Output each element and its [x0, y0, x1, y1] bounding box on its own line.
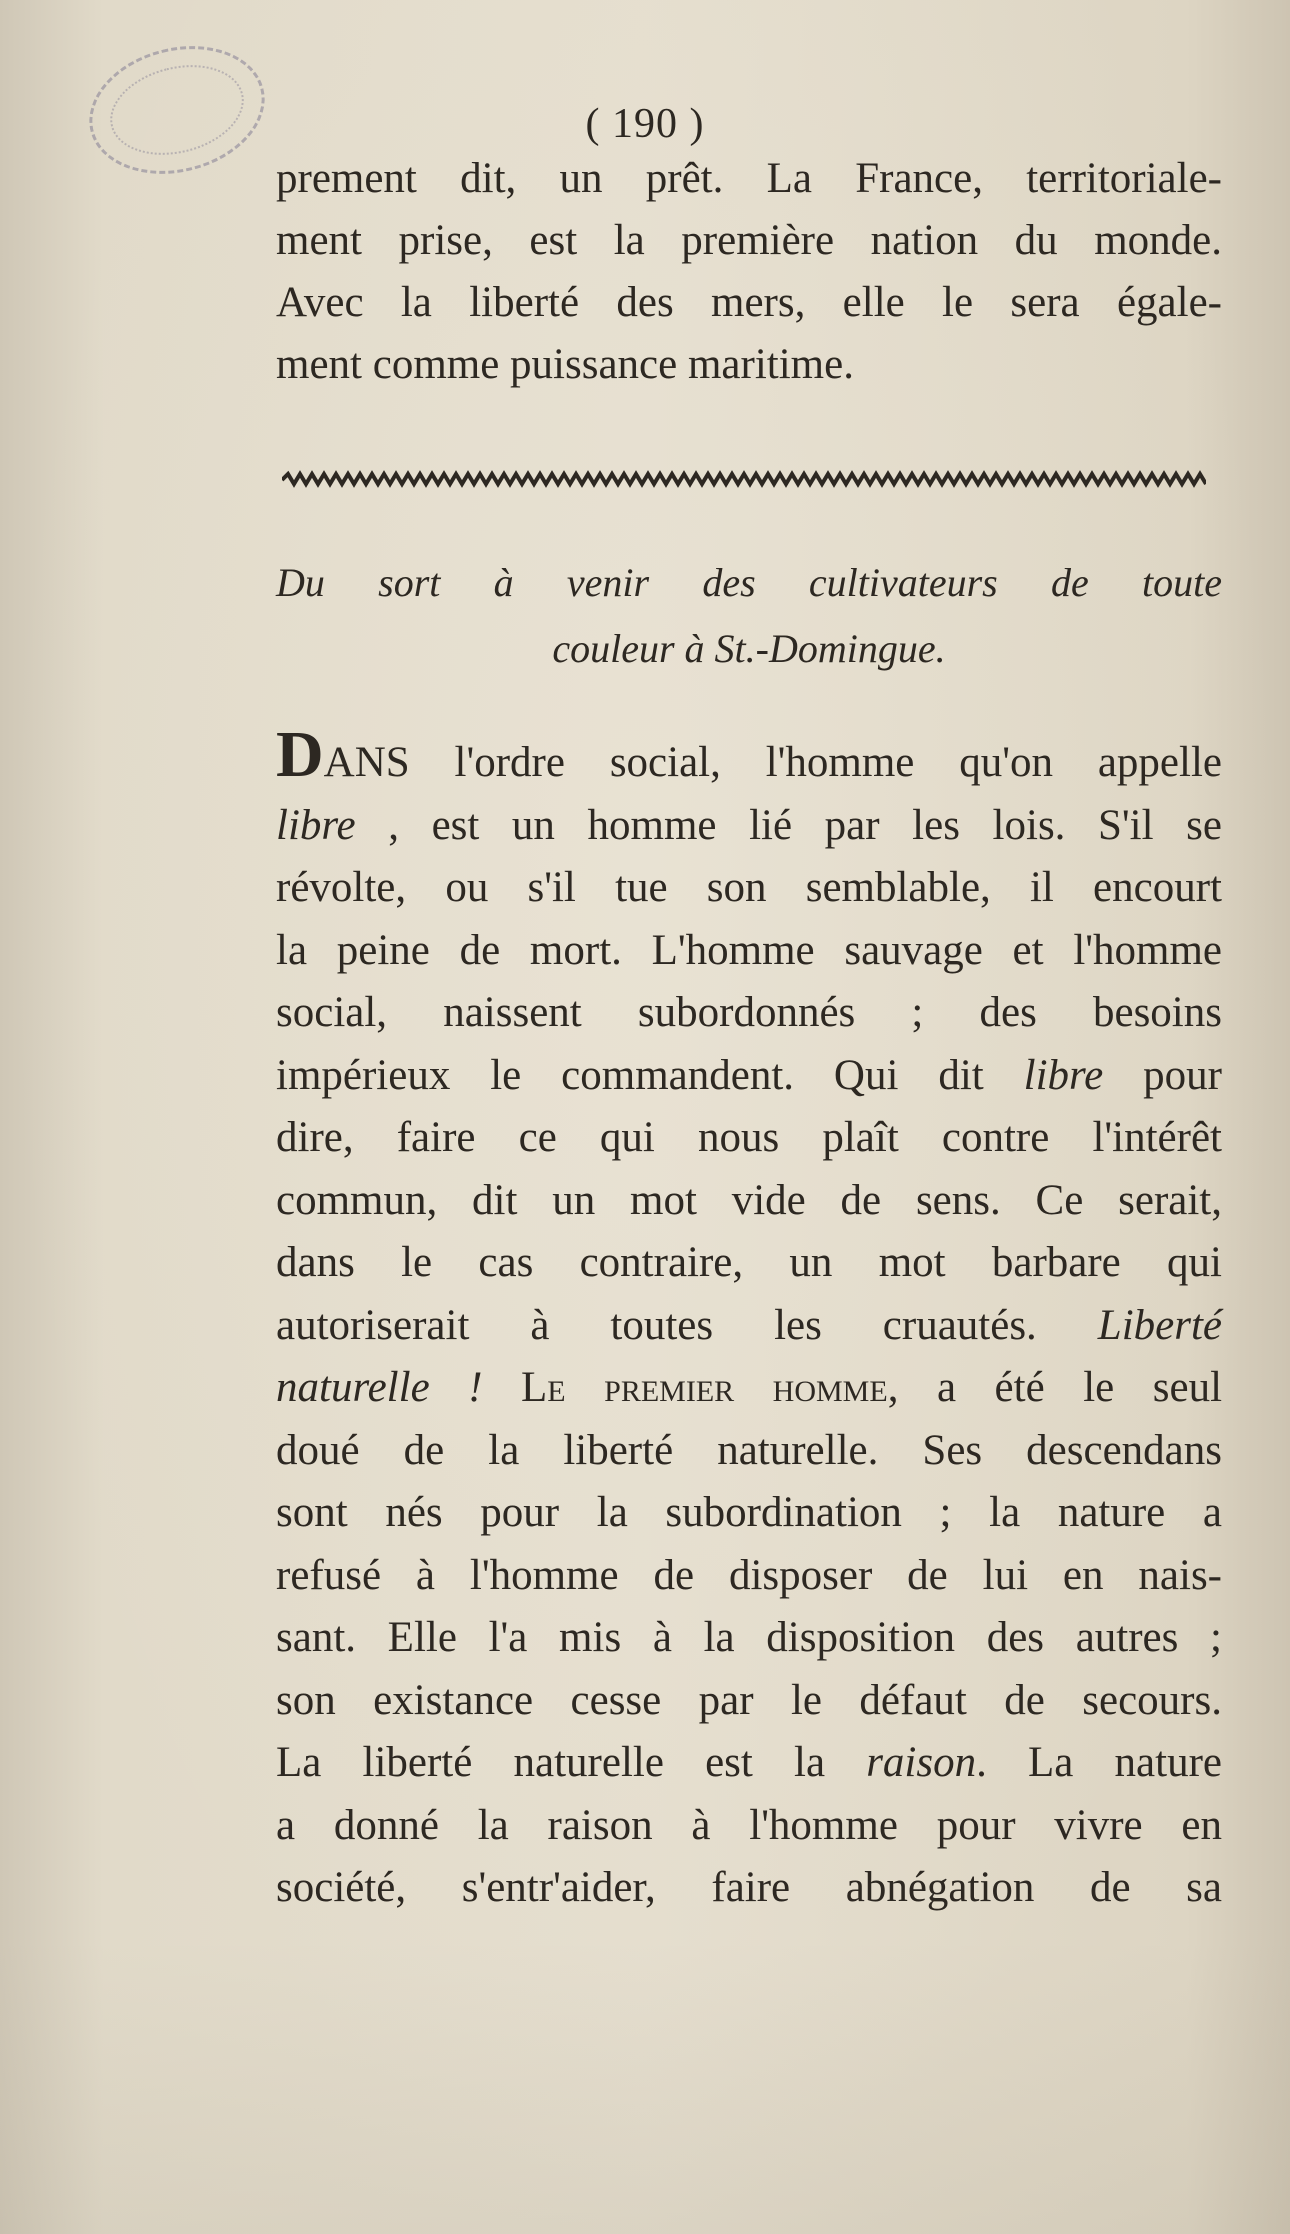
first-line-text: ANS l'ordre social, l'homme qu'on appelle	[323, 739, 1222, 786]
text-run: doué de la liberté naturelle. Ses descendans	[276, 1426, 1222, 1474]
text-line	[276, 857, 1222, 920]
small-caps-text: Le premier homme	[521, 1364, 888, 1411]
text-run: dire, faire ce qui nous plaît contre l'intérêt	[276, 1114, 1222, 1161]
text-run: dans le cas contraire, un mot barbare qui	[276, 1239, 1222, 1286]
text-run	[483, 1364, 522, 1411]
text-line	[276, 1670, 1222, 1733]
text-line	[276, 795, 1222, 858]
text-run: La liberté naturelle est la	[276, 1739, 867, 1786]
ornamental-divider	[282, 470, 1206, 490]
text-run: son existance cesse par le défaut de secours.	[276, 1676, 1222, 1724]
text-run: refusé à l'homme de disposer de lui en nais-	[276, 1551, 1222, 1599]
text-line	[276, 1482, 1222, 1545]
text-line	[276, 718, 1222, 795]
body-paragraph	[276, 718, 1223, 1920]
text-run: la peine de mort. L'homme sauvage et l'homme	[276, 926, 1222, 974]
text-run: révolte, ou s'il tue son semblable, il encourt	[276, 864, 1222, 911]
text-line	[276, 1045, 1222, 1108]
page-number: ( 190 )	[585, 101, 705, 147]
text-run: impérieux le commandent. Qui dit	[276, 1051, 1024, 1099]
text-run: autoriserait à toutes les cruautés.	[276, 1301, 1098, 1349]
section-title	[276, 550, 1222, 682]
text-run: commun, dit un mot vide de sens. Ce serait,	[276, 1176, 1222, 1224]
text-line: ment comme puissance maritime.	[276, 341, 854, 388]
text-run: sont nés pour la subordination ; la nature a	[276, 1489, 1222, 1536]
italic-text: libre	[1023, 1051, 1104, 1099]
text-line	[276, 1420, 1222, 1483]
drop-cap: D	[276, 718, 324, 791]
text-line	[276, 920, 1222, 983]
text-line	[276, 1857, 1222, 1920]
text-run: social, naissent subordonnés ; des besoins	[276, 989, 1222, 1036]
text-run: a donné la raison à l'homme pour vivre en	[276, 1801, 1222, 1849]
text-line	[276, 1170, 1222, 1233]
text-line	[276, 1232, 1222, 1295]
italic-text: Liberté	[1097, 1301, 1222, 1349]
text-line	[276, 1357, 1222, 1420]
text-line	[276, 1295, 1222, 1358]
top-paragraph	[276, 148, 1222, 396]
text-line	[276, 1795, 1222, 1858]
text-run: , est un homme lié par les lois. S'il se	[355, 801, 1222, 849]
text-line	[276, 1107, 1222, 1170]
text-run: pour	[1103, 1051, 1222, 1099]
text-line: prement dit, un prêt. La France, territoriale-	[276, 155, 1222, 202]
text-line	[276, 1732, 1222, 1795]
title-line: couleur à St.-Domingue.	[552, 626, 946, 671]
text-line: Avec la liberté des mers, elle le sera égale-	[276, 279, 1222, 326]
italic-text: libre	[276, 801, 356, 849]
page-shade	[0, 1940, 1290, 2234]
title-line: Du sort à venir des cultivateurs de toute	[276, 560, 1222, 605]
text-run: sant. Elle l'a mis à la disposition des autres ;	[276, 1614, 1222, 1661]
text-run: . La nature	[976, 1739, 1222, 1786]
text-line	[276, 1545, 1222, 1608]
text-line: ment prise, est la première nation du monde.	[276, 217, 1222, 264]
italic-text: raison	[866, 1739, 977, 1786]
text-line	[276, 982, 1222, 1045]
text-run: , a été le seul	[887, 1364, 1223, 1411]
italic-text: naturelle !	[276, 1364, 483, 1411]
text-line	[276, 1607, 1222, 1670]
text-run: société, s'entr'aider, faire abnégation de sa	[276, 1864, 1222, 1911]
